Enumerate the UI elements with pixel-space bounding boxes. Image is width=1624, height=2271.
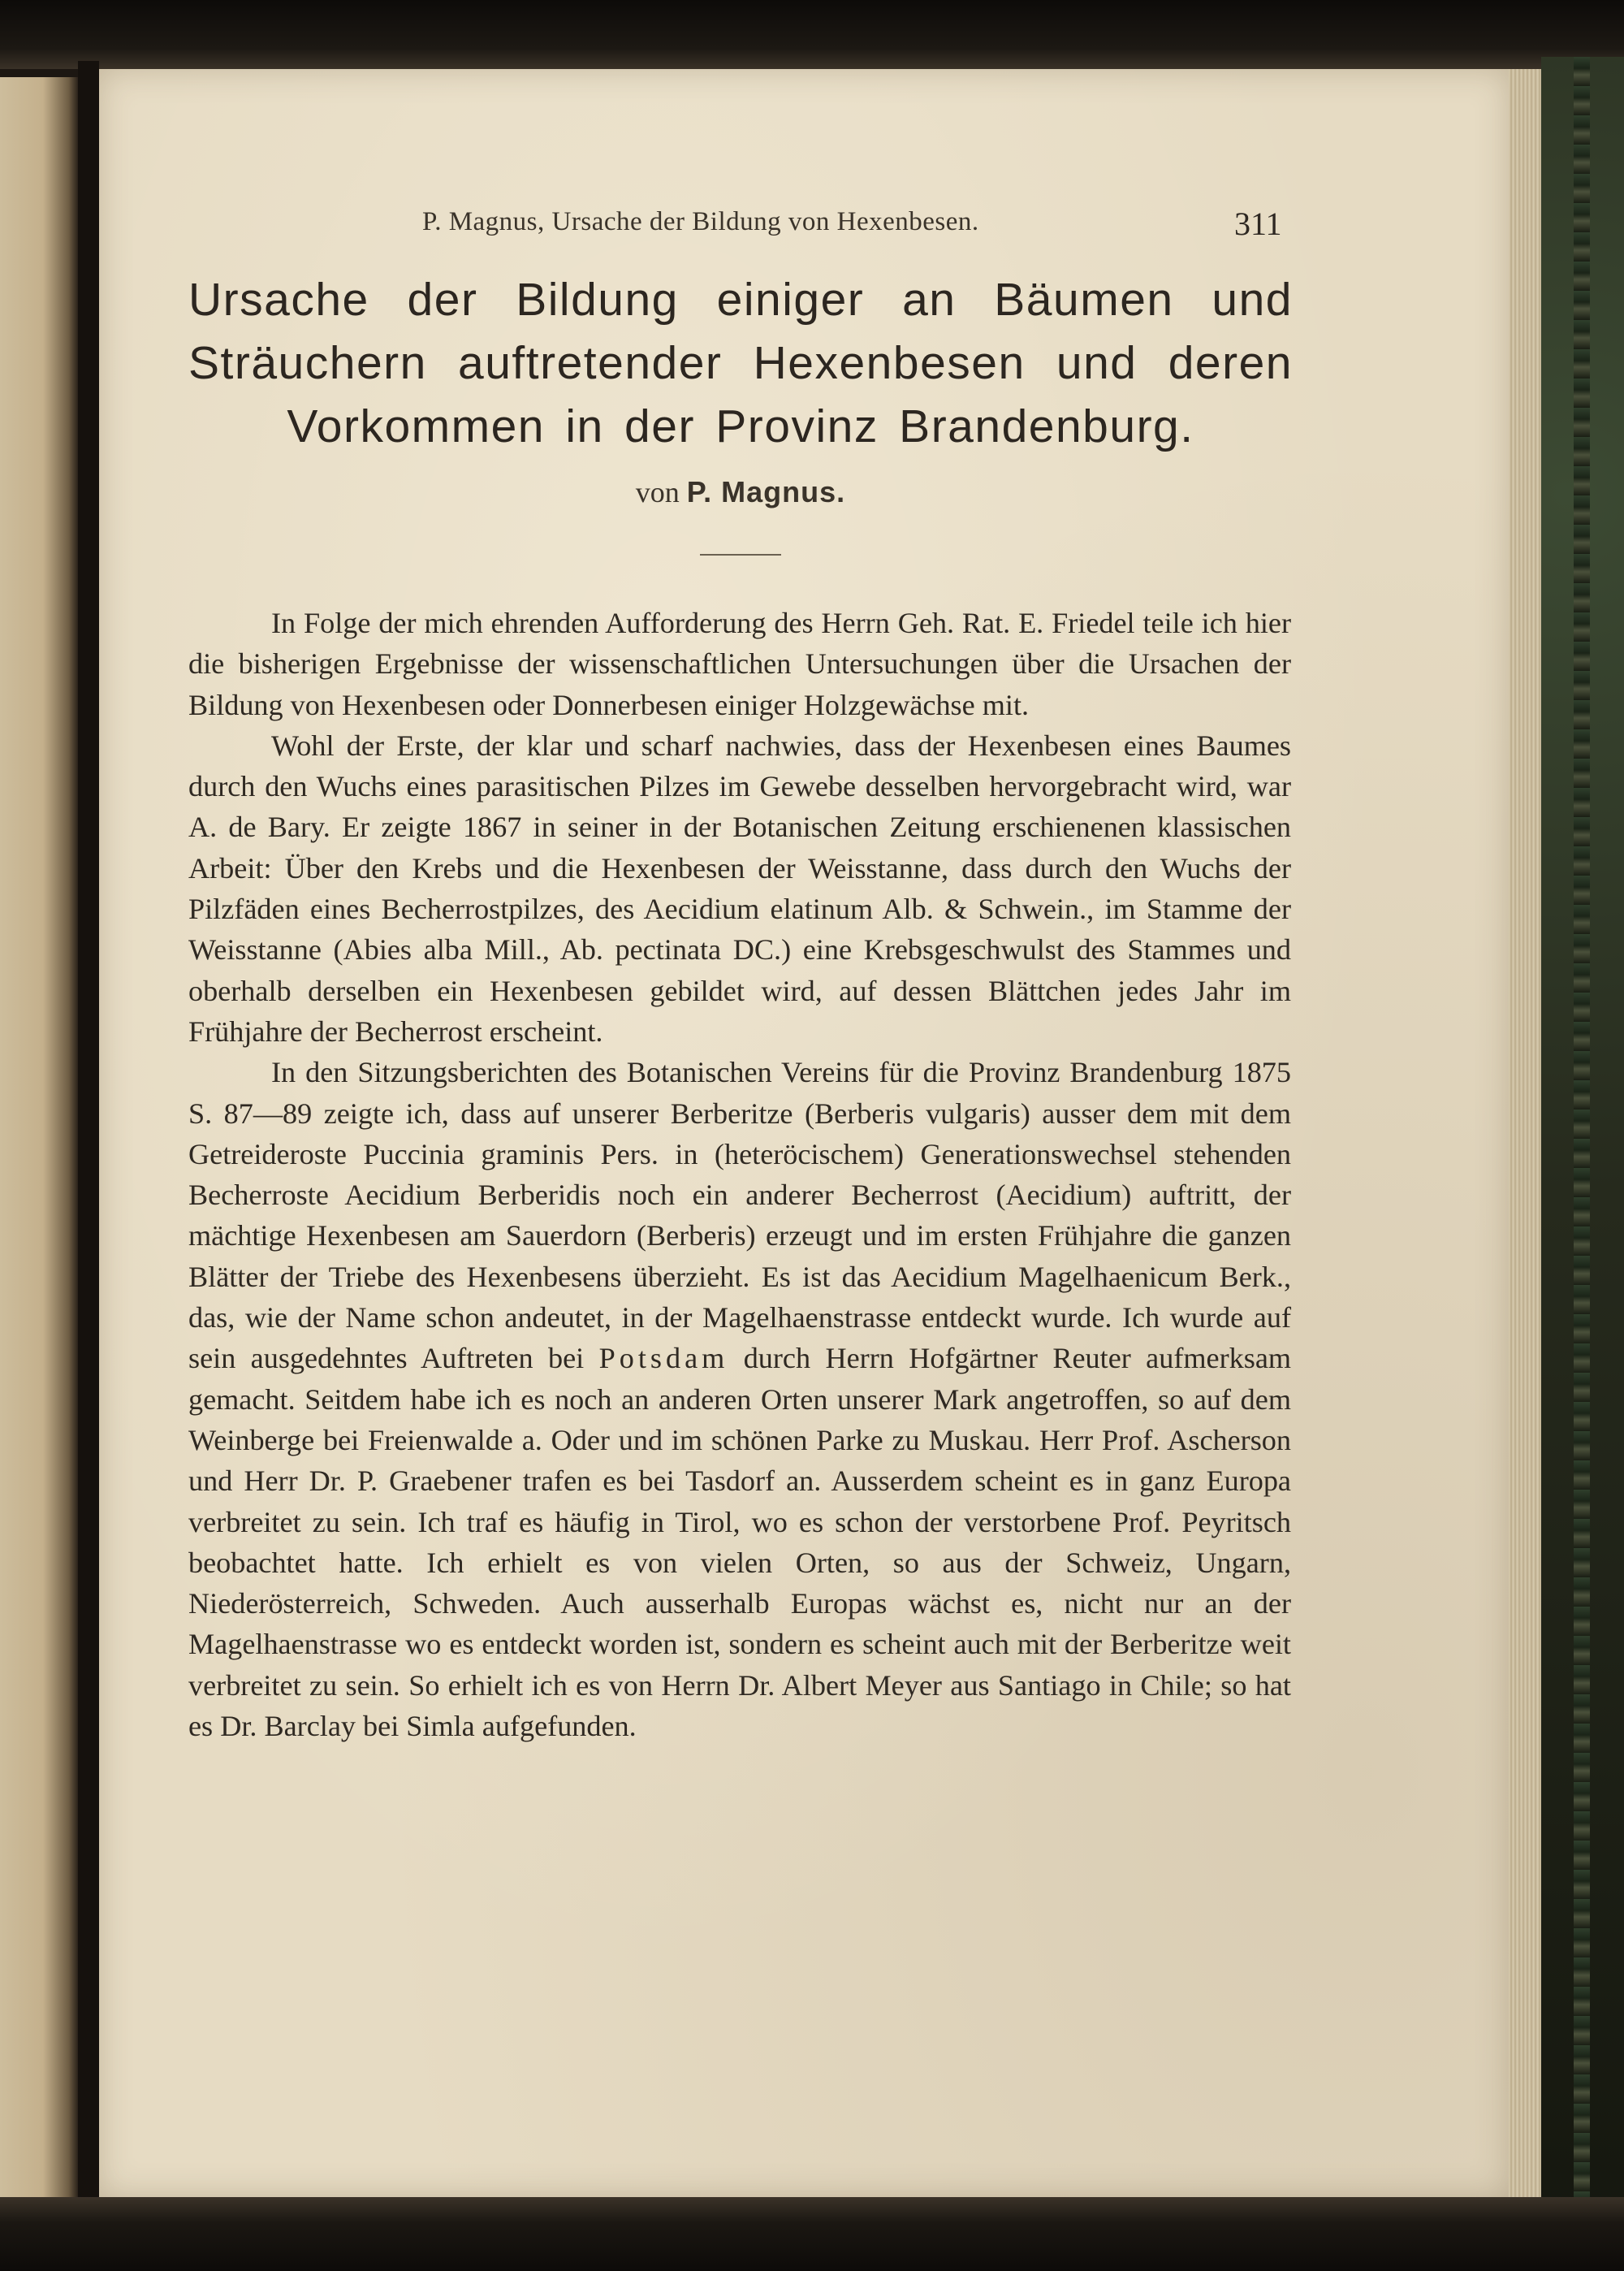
page-number: 311 (1234, 205, 1282, 242)
scan-bottom-edge (0, 2197, 1624, 2271)
paragraph-3-part-2: durch Herrn Hofgärtner Reuter aufmerksam gemacht. Seitdem habe ich es noch an anderen Orten unserer Mark angetroffen, so auf dem Weinberge bei Freienwalde a. Oder und im schönen Parke zu Muskau. Herr Prof. Ascherson und Herr Dr. P. Graebener trafen es bei Tasdorf an. Ausserdem scheint es in ganz Europa verbreitet zu sein. Ich traf es häufig in Tirol, wo es schon der verstorbene Prof. Peyritsch beobachtet hatte. Ich erhielt es von vielen Orten, so aus der Schweiz, Ungarn, Niederösterreich, Schweden. Auch ausserhalb Europas wächst es, nicht nur an der Magelhaenstrasse wo es entdeckt worden ist, sondern es scheint auch mit der Berberitze weit verbreitet zu sein. So erhielt ich es von Herrn Dr. Albert Meyer aus Santiago in Chile; so hat es Dr. Barclay bei Simla aufgefunden. (188, 1342, 1292, 1743)
paragraph-3-part-1: In den Sitzungsberichten des Botanischen Vereins für die Provinz Brandenburg 1875 S. 87—89 zeigte ich, dass auf unserer Berberitze (Berberis vulgaris) ausser dem mit dem Getreideroste Puccinia graminis Pers. in (heteröcischem) Generationswechsel stehenden Becherroste Aecidium Berberidis noch ein anderer Becherrost (Aecidium) auftritt, der mächtige Hexenbesen am Sauerdorn (Berberis) erzeugt und im ersten Frühjahre die ganzen Blätter der Triebe des Hexenbesens überzieht. Es ist das Aecidium Magelhaenicum Berk., das, wie der Name schon andeutet, in der Magelhaenstrasse entdeckt wurde. Ich wurde auf sein ausgedehntes Auftreten bei (188, 1056, 1291, 1375)
page-block-edges (1509, 69, 1541, 2197)
paragraph-2: Wohl der Erste, der klar und scharf nachwies, dass der Hexenbesen eines Baumes durch den Wuchs eines parasitischen Pilzes im Gewebe desselben hervorgebracht wird, war A. de Bary. Er zeigte 1867 in seiner in der Botanischen Zeitung erschienenen klassischen Arbeit: Über den Krebs und die Hexenbesen der Weisstanne, dass durch den Wuchs der Pilzfäden eines Becherrostpilzes, des Aecidium elatinum Alb. & Schwein., im Stamme der Weisstanne (Abies alba Mill., Ab. pectinata DC.) eine Krebsgeschwulst des Stammes und oberhalb derselben ein Hexenbesen gebildet wird, auf dessen Blättchen jedes Jahr im Frühjahre der Becherrost erscheint. (188, 729, 1291, 1048)
article-body (188, 603, 1291, 1746)
facing-page-edge (0, 77, 78, 2197)
title-line-3: Vorkommen in der Provinz Brandenburg. (287, 400, 1194, 452)
running-head: P. Magnus, Ursache der Bildung von Hexenbesen. (422, 207, 979, 236)
author-name: P. Magnus. (686, 475, 846, 508)
title-line-1: Ursache der Bildung einiger an Bäumen und (188, 274, 1293, 326)
title-separator-rule (700, 554, 781, 556)
book-gutter (78, 61, 99, 2221)
title-line-2: Sträuchern auftretender Hexenbesen und deren (188, 337, 1293, 389)
paragraph-1: In Folge der mich ehrenden Aufforderung des Herrn Geh. Rat. E. Friedel teile ich hier die bisherigen Ergebnisse der wissenschaftlichen Untersuchungen über die Ursachen der Bildung von Hexenbesen oder Donnerbesen einiger Holzgewächse mit. (188, 607, 1291, 721)
place-name-potsdam: Potsdam (598, 1342, 729, 1375)
byline (188, 475, 1293, 509)
marbled-cover-edge (1574, 57, 1590, 2242)
article-title (188, 268, 1293, 458)
byline-prefix: von (635, 476, 680, 508)
paragraph-3 (188, 1052, 1291, 1746)
scan-top-edge (0, 0, 1624, 69)
